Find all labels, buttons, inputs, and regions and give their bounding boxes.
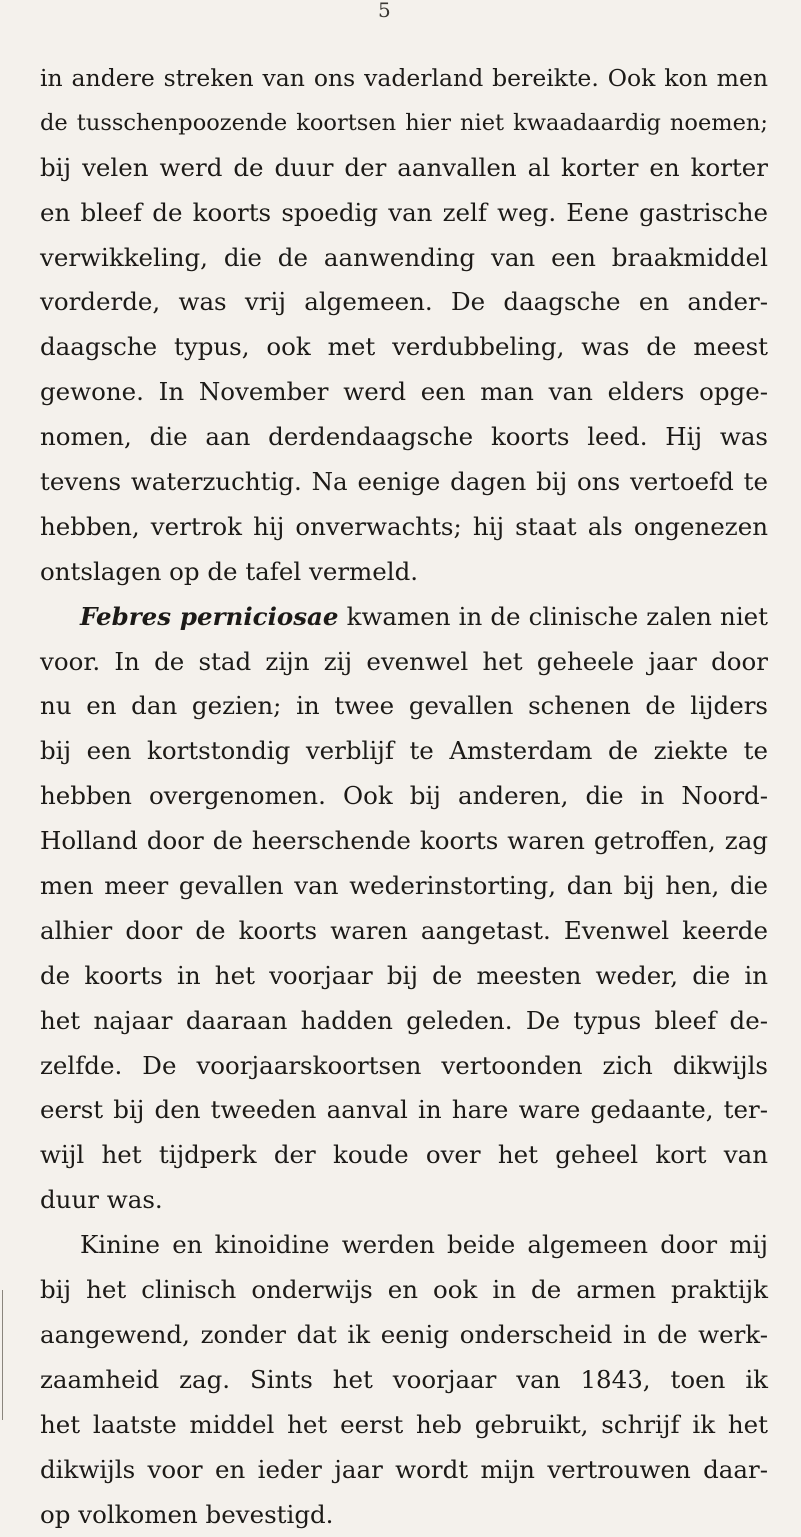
text-line: verwikkeling, die de aanwending van een braakmiddel — [40, 236, 768, 281]
text-line: eerst bij den tweeden aanval in hare ware gedaante, ter- — [40, 1088, 768, 1133]
text-line: zelfde. De voorjaarskoortsen vertoonden zich dikwijls — [40, 1044, 768, 1089]
text-line: hebben, vertrok hij onverwachts; hij staat als ongenezen — [40, 505, 768, 550]
paragraph-start-line: Kinine en kinoidine werden beide algemeen door mij — [40, 1223, 768, 1268]
text-line: duur was. — [40, 1178, 768, 1223]
text-line: vorderde, was vrij algemeen. De daagsche en ander- — [40, 280, 768, 325]
binding-edge-line — [2, 1290, 3, 1420]
text-line: in andere streken van ons vaderland bereikte. Ook kon men — [40, 56, 768, 101]
text-line: het laatste middel het eerst heb gebruikt, schrijf ik het — [40, 1403, 768, 1448]
page-number: 5 — [378, 0, 391, 20]
text-line: bij velen werd de duur der aanvallen al korter en korter — [40, 146, 768, 191]
text-line: de tusschenpoozende koortsen hier niet kwaadaardig noemen; — [40, 101, 768, 146]
text-line: dikwijls voor en ieder jaar wordt mijn vertrouwen daar- — [40, 1448, 768, 1493]
text-line: de koorts in het voorjaar bij de meesten weder, die in — [40, 954, 768, 999]
paragraph-start-line — [40, 595, 768, 640]
text-line: en bleef de koorts spoedig van zelf weg. Eene gastrische — [40, 191, 768, 236]
text-line: wijl het tijdperk der koude over het geheel kort van — [40, 1133, 768, 1178]
text-line: bij een kortstondig verblijf te Amsterdam de ziekte te — [40, 729, 768, 774]
text-line: ontslagen op de tafel vermeld. — [40, 550, 768, 595]
text-fragment: kwamen in de clinische zalen niet — [347, 602, 768, 631]
text-line: alhier door de koorts waren aangetast. Evenwel keerde — [40, 909, 768, 954]
body-text — [40, 56, 768, 1537]
text-line: op volkomen bevestigd. — [40, 1493, 768, 1537]
text-line: nomen, die aan derdendaagsche koorts leed. Hij was — [40, 415, 768, 460]
text-line: Holland door de heerschende koorts waren getroffen, zag — [40, 819, 768, 864]
text-line: bij het clinisch onderwijs en ook in de armen praktijk — [40, 1268, 768, 1313]
text-line: het najaar daaraan hadden geleden. De typus bleef de- — [40, 999, 768, 1044]
text-line: zaamheid zag. Sints het voorjaar van 1843, toen ik — [40, 1358, 768, 1403]
text-line: hebben overgenomen. Ook bij anderen, die in Noord- — [40, 774, 768, 819]
text-line: aangewend, zonder dat ik eenig onderscheid in de werk- — [40, 1313, 768, 1358]
text-line: tevens waterzuchtig. Na eenige dagen bij ons vertoefd te — [40, 460, 768, 505]
text-line: daagsche typus, ook met verdubbeling, was de meest — [40, 325, 768, 370]
text-line: gewone. In November werd een man van elders opge- — [40, 370, 768, 415]
text-line: voor. In de stad zijn zij evenwel het geheele jaar door — [40, 640, 768, 685]
latin-term: Febres perniciosae — [80, 602, 338, 631]
text-line: nu en dan gezien; in twee gevallen schenen de lijders — [40, 684, 768, 729]
text-line: men meer gevallen van wederinstorting, dan bij hen, die — [40, 864, 768, 909]
